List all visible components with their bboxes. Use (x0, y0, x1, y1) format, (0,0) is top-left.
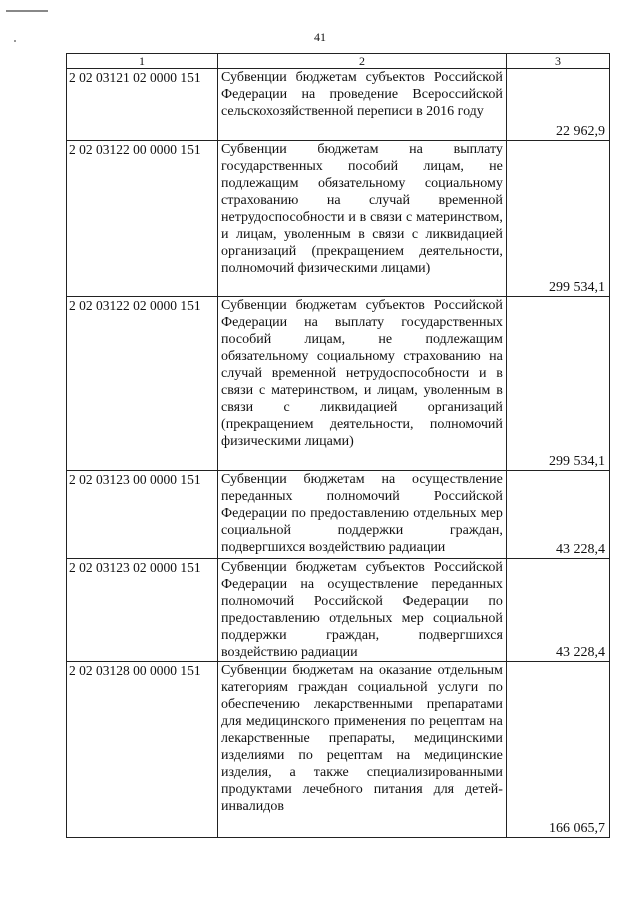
budget-code: 2 02 03122 02 0000 151 (67, 297, 218, 471)
scan-artifact-line (6, 10, 48, 12)
amount-value: 166 065,7 (506, 662, 609, 838)
budget-code: 2 02 03123 02 0000 151 (67, 559, 218, 662)
column-header-code: 1 (67, 54, 218, 69)
page-number: 41 (314, 30, 326, 44)
budget-code: 2 02 03128 00 0000 151 (67, 662, 218, 838)
amount-value: 43 228,4 (506, 559, 609, 662)
table-row (67, 297, 610, 471)
subvention-description: Субвенции бюджетам на выплату государственных пособий лицам, не подлежащим обязательному социальному страхованию на случай временной нетрудоспособности и в связи с материнством, и лицам, уволенным в связи с ликвидацией организаций (прекращением деятельности, полномочий физическими лицами) (218, 141, 507, 297)
amount-value: 299 534,1 (506, 297, 609, 471)
budget-subvention-table (66, 53, 610, 838)
column-header-description: 2 (218, 54, 507, 69)
amount-value: 43 228,4 (506, 471, 609, 559)
budget-code: 2 02 03121 02 0000 151 (67, 69, 218, 141)
column-header-amount: 3 (506, 54, 609, 69)
subvention-description: Субвенции бюджетам субъектов Российской Федерации на проведение Всероссийской сельскохозяйственной переписи в 2016 году (218, 69, 507, 141)
table-row (67, 141, 610, 297)
subvention-description: Субвенции бюджетам на осуществление переданных полномочий Российской Федерации по предоставлению отдельных мер социальной поддержки граждан, подвергшихся воздействию радиации (218, 471, 507, 559)
table-row (67, 559, 610, 662)
subvention-description: Субвенции бюджетам субъектов Российской Федерации на выплату государственных пособий лицам, не подлежащим обязательному социальному страхованию на случай временной нетрудоспособности и в связи с материнством, и лицам, уволенным в связи с ликвидацией организаций (прекращением деятельности, полномочий физическими лицами) (218, 297, 507, 471)
subvention-description: Субвенции бюджетам на оказание отдельным категориям граждан социальной услуги по обеспечению лекарственными препаратами для медицинского применения по рецептам на лекарственные препараты, медицинскими изделиями по рецептам на медицинские изделия, а также специализированными продуктами лечебного питания для детей-инвалидов (218, 662, 507, 838)
table-row (67, 662, 610, 838)
budget-code: 2 02 03123 00 0000 151 (67, 471, 218, 559)
subvention-description: Субвенции бюджетам субъектов Российской Федерации на осуществление переданных полномочий Российской Федерации по предоставлению отдельных мер социальной поддержки граждан, подвергшихся воздействию радиации (218, 559, 507, 662)
table-row (67, 69, 610, 141)
amount-value: 22 962,9 (506, 69, 609, 141)
table-row (67, 471, 610, 559)
amount-value: 299 534,1 (506, 141, 609, 297)
table-header-row (67, 54, 610, 69)
budget-code: 2 02 03122 00 0000 151 (67, 141, 218, 297)
